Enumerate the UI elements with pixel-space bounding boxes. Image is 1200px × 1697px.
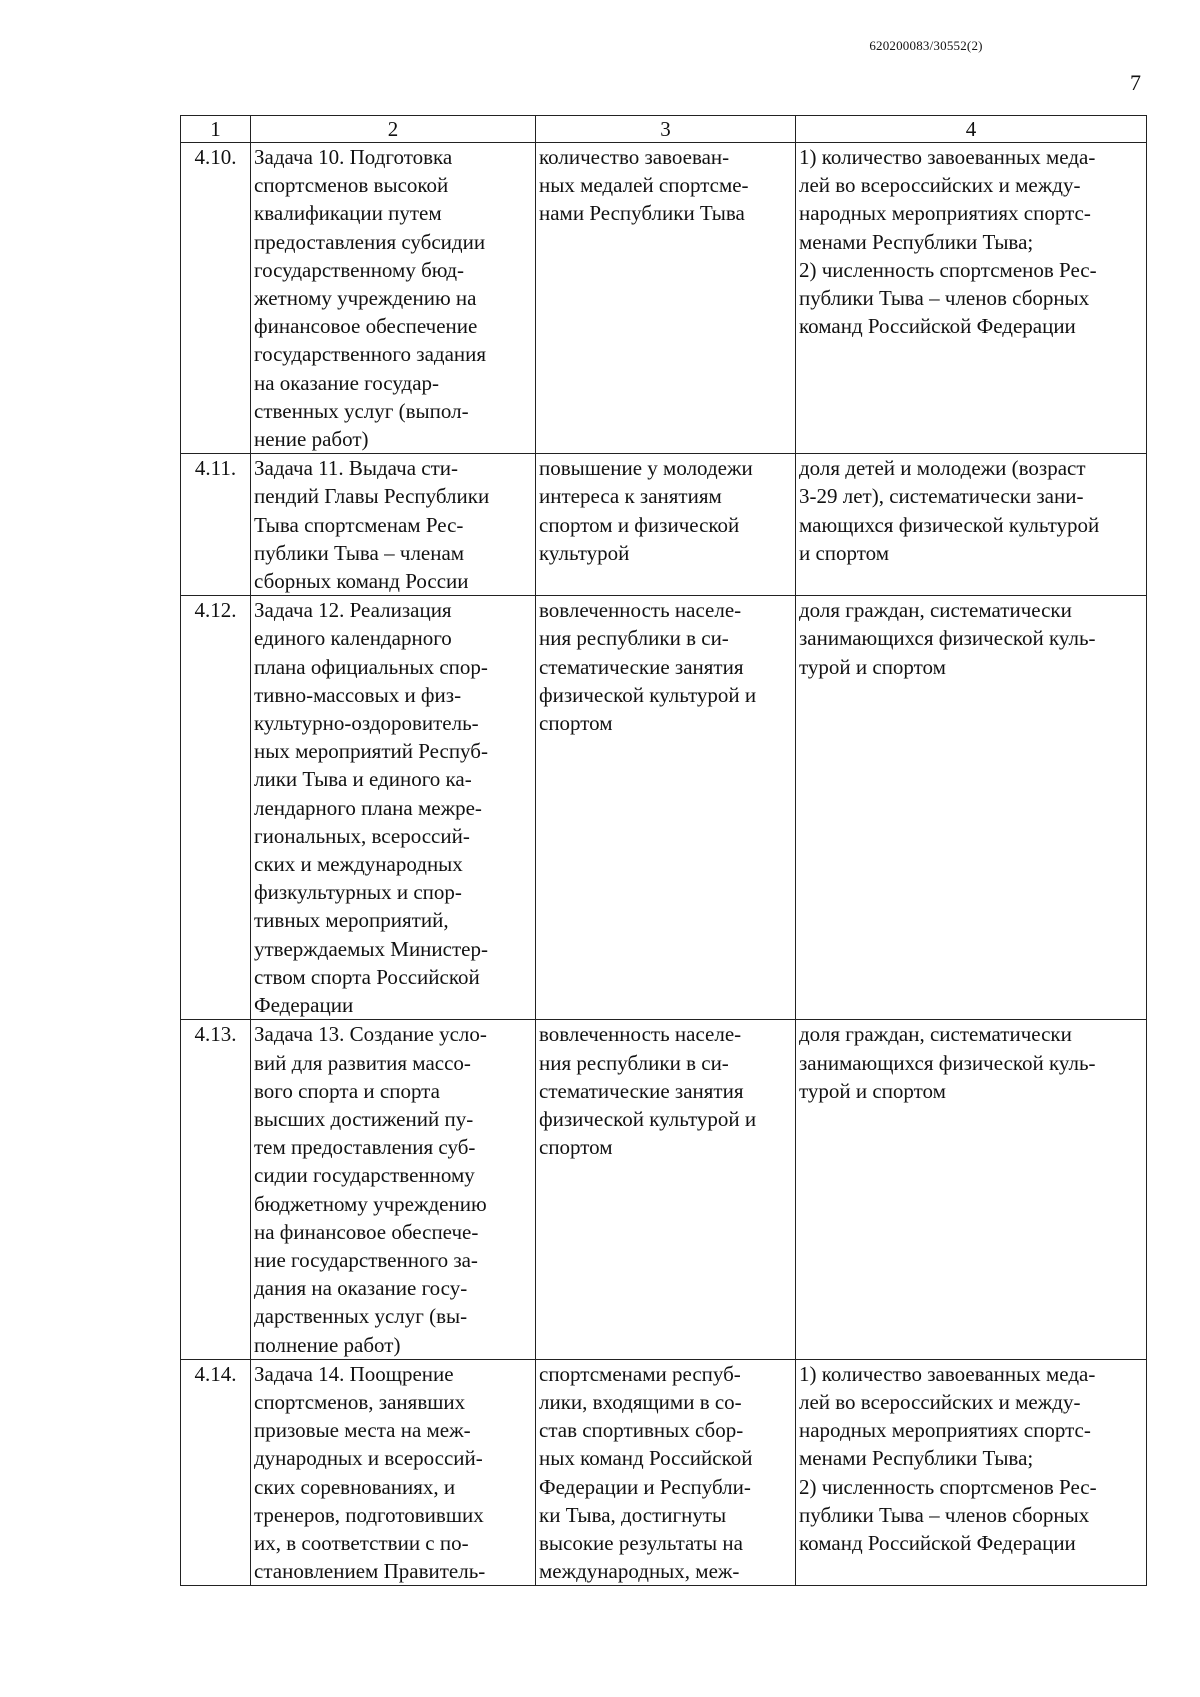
task-cell-line: ных мероприятий Респуб- xyxy=(254,739,488,764)
task-cell-line: спортсменов, занявших xyxy=(254,1389,466,1414)
indicator-cell-line: менами Республики Тыва; xyxy=(799,229,1034,254)
indicator-cell-line: менами Республики Тыва; xyxy=(799,1446,1034,1471)
indicator-cell-line: публики Тыва – членов сборных xyxy=(799,1502,1090,1527)
result-cell xyxy=(536,596,796,1020)
task-cell-line: Задача 12. Реализация xyxy=(254,598,452,623)
indicator-cell xyxy=(796,596,1147,1020)
indicator-cell-line: доля граждан, систематически xyxy=(799,598,1072,623)
result-cell-line: спортсменами респуб- xyxy=(539,1361,741,1386)
indicator-cell-line: мающихся физической культурой xyxy=(799,512,1100,537)
indicator-cell-line: лей во всероссийских и между- xyxy=(799,1389,1081,1414)
result-cell-line: спортом xyxy=(539,711,613,736)
task-cell-line: дания на оказание госу- xyxy=(254,1276,468,1301)
result-cell-line: став спортивных сбор- xyxy=(539,1418,744,1443)
result-cell-line: ных медалей спортсме- xyxy=(539,173,749,198)
indicator-cell-line: турой и спортом xyxy=(799,1078,946,1103)
task-cell xyxy=(251,1359,536,1586)
task-cell-line: квалификации путем xyxy=(254,201,442,226)
indicator-cell xyxy=(796,1359,1147,1586)
task-cell-line: плана официальных спор- xyxy=(254,654,488,679)
task-cell-line: тивных мероприятий, xyxy=(254,908,449,933)
task-cell-line: публики Тыва – членам xyxy=(254,540,465,565)
result-cell-line: ния республики в си- xyxy=(539,626,729,651)
indicator-cell-line: 2) численность спортсменов Рес- xyxy=(799,1474,1097,1499)
table-body xyxy=(181,143,1147,1586)
task-cell-line: тивно-массовых и физ- xyxy=(254,682,462,707)
indicator-cell-line: 1) количество завоеванных меда- xyxy=(799,1361,1096,1386)
task-cell-line: Федерации xyxy=(254,993,354,1018)
task-cell-line: нение работ) xyxy=(254,427,369,452)
indicator-cell-line: доля граждан, систематически xyxy=(799,1022,1072,1047)
row-number-cell: 4.13. xyxy=(181,1020,251,1359)
result-cell-line: высокие результаты на xyxy=(539,1530,743,1555)
indicator-cell-line: 2) численность спортсменов Рес- xyxy=(799,257,1097,282)
task-cell xyxy=(251,1020,536,1359)
task-cell-line: лики Тыва и единого ка- xyxy=(254,767,472,792)
result-cell-line: стематические занятия xyxy=(539,654,744,679)
indicator-cell-line: занимающихся физической куль- xyxy=(799,626,1096,651)
column-number-row xyxy=(181,116,1147,143)
task-cell-line: бюджетному учреждению xyxy=(254,1191,487,1216)
task-cell-line: ственных услуг (выпол- xyxy=(254,398,469,423)
table-row xyxy=(181,454,1147,596)
column-header-3: 3 xyxy=(536,116,796,143)
task-cell-line: ние государственного за- xyxy=(254,1247,478,1272)
result-cell-line: ния республики в си- xyxy=(539,1050,729,1075)
task-cell-line: на финансовое обеспече- xyxy=(254,1219,479,1244)
task-cell-line: на оказание государ- xyxy=(254,370,440,395)
result-cell-line: спортом xyxy=(539,1135,613,1160)
indicator-cell-line: команд Российской Федерации xyxy=(799,1530,1076,1555)
task-cell xyxy=(251,596,536,1020)
task-cell-line: сборных команд России xyxy=(254,569,469,594)
task-cell-line: Тыва спортсменам Рес- xyxy=(254,512,464,537)
table-row xyxy=(181,1359,1147,1586)
task-cell-line: лендарного плана межре- xyxy=(254,795,482,820)
task-cell-line: государственному бюд- xyxy=(254,257,465,282)
task-cell-line: жетному учреждению на xyxy=(254,286,477,311)
result-cell-line: международных, меж- xyxy=(539,1559,740,1584)
indicator-cell-line: 1) количество завоеванных меда- xyxy=(799,145,1096,169)
result-cell xyxy=(536,1359,796,1586)
result-cell-line: вовлеченность населе- xyxy=(539,598,742,623)
row-number-cell: 4.11. xyxy=(181,454,251,596)
indicator-cell-line: турой и спортом xyxy=(799,654,946,679)
task-cell-line: ских соревнованиях, и xyxy=(254,1474,456,1499)
result-cell-line: стематические занятия xyxy=(539,1078,744,1103)
task-cell-line: вого спорта и спорта xyxy=(254,1078,440,1103)
task-cell-line: сидии государственному xyxy=(254,1163,475,1188)
task-cell-line: спортсменов высокой xyxy=(254,173,449,198)
task-cell-line: становлением Правитель- xyxy=(254,1559,486,1584)
indicator-cell-line: команд Российской Федерации xyxy=(799,314,1076,339)
task-cell-line: утверждаемых Министер- xyxy=(254,936,488,961)
task-cell xyxy=(251,454,536,596)
indicator-cell-line: публики Тыва – членов сборных xyxy=(799,286,1090,311)
task-cell-line: Задача 11. Выдача сти- xyxy=(254,456,459,481)
result-cell xyxy=(536,143,796,454)
task-cell-line: Задача 10. Подготовка xyxy=(254,145,453,169)
indicator-cell xyxy=(796,143,1147,454)
result-cell-line: физической культурой и xyxy=(539,682,757,707)
task-cell-line: Задача 14. Поощрение xyxy=(254,1361,454,1386)
task-cell-line: государственного задания xyxy=(254,342,487,367)
indicator-cell-line: лей во всероссийских и между- xyxy=(799,173,1081,198)
program-tasks-table xyxy=(180,115,1147,1586)
result-cell-line: Федерации и Республи- xyxy=(539,1474,751,1499)
indicator-cell xyxy=(796,454,1147,596)
column-header-2: 2 xyxy=(251,116,536,143)
indicator-cell-line: народных мероприятиях спортс- xyxy=(799,201,1091,226)
column-header-1: 1 xyxy=(181,116,251,143)
indicator-cell xyxy=(796,1020,1147,1359)
row-number-cell: 4.14. xyxy=(181,1359,251,1586)
table-row xyxy=(181,143,1147,454)
result-cell-line: нами Республики Тыва xyxy=(539,201,745,226)
task-cell-line: Задача 13. Создание усло- xyxy=(254,1022,487,1047)
result-cell-line: интереса к занятиям xyxy=(539,484,722,509)
document-id: 620200083/30552(2) xyxy=(869,38,983,53)
task-cell-line: полнение работ) xyxy=(254,1332,401,1357)
task-cell-line: гиональных, всероссий- xyxy=(254,823,470,848)
indicator-cell-line: народных мероприятиях спортс- xyxy=(799,1418,1091,1443)
task-cell-line: ством спорта Российской xyxy=(254,964,480,989)
task-cell xyxy=(251,143,536,454)
result-cell-line: спортом и физической xyxy=(539,512,740,537)
row-number-cell: 4.10. xyxy=(181,143,251,454)
task-cell-line: тем предоставления суб- xyxy=(254,1135,476,1160)
result-cell-line: ных команд Российской xyxy=(539,1446,753,1471)
task-cell-line: дарственных услуг (вы- xyxy=(254,1304,468,1329)
indicator-cell-line: доля детей и молодежи (возраст xyxy=(799,456,1086,481)
result-cell-line: культурой xyxy=(539,540,630,565)
result-cell-line: ки Тыва, достигнуты xyxy=(539,1502,727,1527)
task-cell-line: пендий Главы Республики xyxy=(254,484,490,509)
task-cell-line: вий для развития массо- xyxy=(254,1050,471,1075)
task-cell-line: призовые места на меж- xyxy=(254,1418,471,1443)
table-row xyxy=(181,1020,1147,1359)
result-cell xyxy=(536,454,796,596)
column-header-4: 4 xyxy=(796,116,1147,143)
result-cell-line: лики, входящими в со- xyxy=(539,1389,742,1414)
task-cell-line: их, в соответствии с по- xyxy=(254,1530,469,1555)
result-cell-line: количество завоеван- xyxy=(539,145,730,169)
table-row xyxy=(181,596,1147,1020)
indicator-cell-line: занимающихся физической куль- xyxy=(799,1050,1096,1075)
task-cell-line: дународных и всероссий- xyxy=(254,1446,483,1471)
page-number: 7 xyxy=(1130,70,1141,95)
task-cell-line: высших достижений пу- xyxy=(254,1106,474,1131)
task-cell-line: финансовое обеспечение xyxy=(254,314,478,339)
task-cell-line: тренеров, подготовивших xyxy=(254,1502,484,1527)
result-cell-line: вовлеченность населе- xyxy=(539,1022,742,1047)
task-cell-line: предоставления субсидии xyxy=(254,229,486,254)
result-cell-line: повышение у молодежи xyxy=(539,456,753,481)
row-number-cell: 4.12. xyxy=(181,596,251,1020)
indicator-cell-line: и спортом xyxy=(799,540,890,565)
task-cell-line: физкультурных и спор- xyxy=(254,880,462,905)
task-cell-line: культурно-оздоровитель- xyxy=(254,711,479,736)
task-cell-line: единого календарного xyxy=(254,626,452,651)
task-cell-line: ских и международных xyxy=(254,852,463,877)
result-cell xyxy=(536,1020,796,1359)
indicator-cell-line: 3-29 лет), систематически зани- xyxy=(799,484,1084,509)
result-cell-line: физической культурой и xyxy=(539,1106,757,1131)
